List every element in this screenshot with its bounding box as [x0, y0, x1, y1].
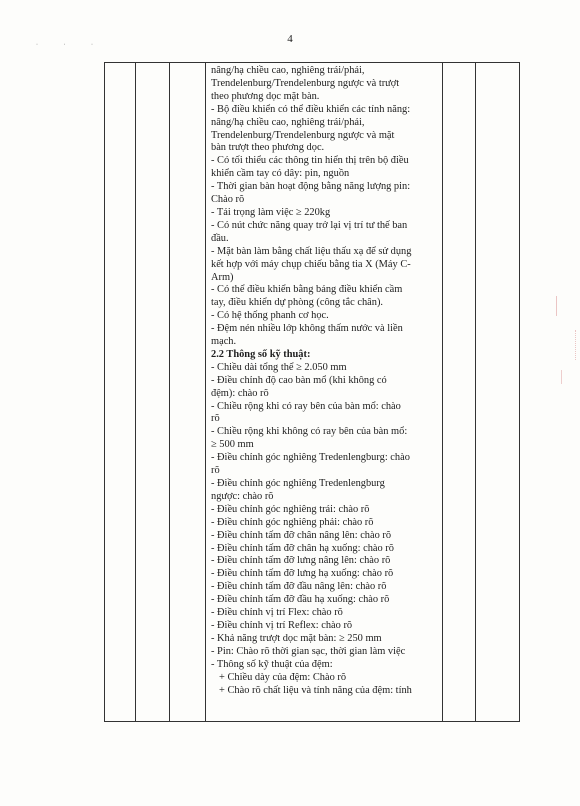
- spec-line: - Điều chỉnh vị trí Flex: chào rõ: [211, 607, 343, 619]
- spec-line: - Tải trọng làm việc ≥ 220kg: [211, 206, 331, 218]
- section-heading: 2.2 Thông số kỹ thuật:: [211, 348, 311, 360]
- spec-line: Trendelenburg/Trendelenburg ngược và trượt: [211, 77, 400, 89]
- spec-line: - Chiều rộng khi không có ray bên của bàn mổ:: [211, 426, 408, 438]
- table-cell-2: [136, 63, 170, 722]
- spec-line: - Điều chỉnh góc nghiêng trái: chào rõ: [211, 503, 370, 515]
- spec-line: Arm): [211, 271, 234, 283]
- spec-line: - Điều chỉnh vị trí Reflex: chào rõ: [211, 619, 353, 631]
- spec-line: kết hợp với máy chụp chiếu bằng tia X (Máy C-: [211, 258, 411, 270]
- spec-line: + Chiều dày của đệm: Chào rõ: [219, 671, 347, 683]
- spec-line: theo phương dọc mặt bàn.: [211, 90, 320, 102]
- table-row: [105, 63, 520, 722]
- spec-line: - Thời gian bàn hoạt động bằng năng lượng pin:: [211, 181, 411, 193]
- spec-line: - Điều chỉnh tấm đỡ lưng nâng lên: chào rõ: [211, 555, 391, 567]
- margin-stamp-mark: [561, 330, 576, 360]
- spec-line: + Chào rõ chất liệu và tính năng của đệm: tính: [219, 684, 412, 696]
- spec-line: - Thông số kỹ thuật của đệm:: [211, 658, 333, 670]
- spec-line: nâng/hạ chiều cao, nghiêng trái/phải,: [211, 116, 365, 128]
- spec-line: - Pin: Chào rõ thời gian sạc, thời gian làm việc: [211, 645, 406, 657]
- spec-line: - Có nút chức năng quay trở lại vị trí tư thế ban: [211, 219, 408, 231]
- spec-line: - Điều chỉnh góc nghiêng Tredenlengburg: chào: [211, 452, 410, 464]
- spec-line: - Điều chỉnh tấm đỡ lưng hạ xuống: chào rõ: [211, 568, 394, 580]
- spec-line: - Điều chỉnh tấm đỡ đầu hạ xuống: chào rõ: [211, 594, 390, 606]
- spec-line: nâng/hạ chiều cao, nghiêng trái/phải,: [211, 65, 365, 76]
- table-cell-3: [170, 63, 206, 722]
- spec-line: đầu.: [211, 232, 229, 244]
- spec-line: - Có tối thiểu các thông tin hiển thị trên bộ điều: [211, 155, 409, 167]
- spec-line: ngược: chào rõ: [211, 490, 274, 502]
- spec-table: [104, 62, 520, 722]
- spec-line: - Điều chỉnh tấm đỡ chân hạ xuống: chào rõ: [211, 542, 394, 554]
- spec-line: đệm): chào rõ: [211, 387, 269, 399]
- spec-line: - Đệm nén nhiều lớp không thấm nước và liền: [211, 323, 403, 335]
- spec-text: [206, 63, 442, 697]
- spec-line: - Mặt bàn làm bằng chất liệu thấu xạ để sử dụng: [211, 245, 412, 257]
- spec-line: - Khả năng trượt dọc mặt bàn: ≥ 250 mm: [211, 632, 382, 644]
- spec-line: rõ: [211, 465, 220, 477]
- spec-line: rõ: [211, 413, 220, 425]
- spec-line: - Có thể điều khiển bằng bảng điều khiển cầm: [211, 284, 403, 296]
- spec-line: - Chiều rộng khi có ray bên của bàn mổ: chào: [211, 400, 401, 412]
- spec-line: - Điều chỉnh góc nghiêng Tredenlengburg: [211, 478, 385, 489]
- spec-line: - Có hệ thống phanh cơ học.: [211, 310, 329, 322]
- page-number: 4: [287, 33, 293, 45]
- table-cell-5: [443, 63, 476, 722]
- spec-line: - Điều chỉnh góc nghiêng phải: chào rõ: [211, 516, 374, 528]
- spec-line: khiển cầm tay có dây: pin, nguồn: [211, 168, 350, 180]
- spec-line: ≥ 500 mm: [211, 439, 254, 451]
- spec-line: mạch.: [211, 336, 237, 348]
- spec-line: Trendelenburg/Trendelenburg ngược và mặt: [211, 129, 395, 141]
- margin-stamp-mark: [556, 296, 575, 316]
- table-cell-stt: [105, 63, 136, 722]
- spec-line: - Điều chỉnh tấm đỡ chân nâng lên: chào rõ: [211, 529, 392, 541]
- spec-line: - Chiều dài tổng thể ≥ 2.050 mm: [211, 361, 347, 373]
- spec-line: - Điều chỉnh tấm đỡ đầu nâng lên: chào rõ: [211, 581, 387, 593]
- spec-line: - Điều chỉnh độ cao bàn mổ (khi không có: [211, 374, 387, 386]
- spec-line: tay, điều khiển dự phòng (công tắc chân).: [211, 297, 384, 309]
- spec-line: - Bộ điều khiển có thể điều khiển các tính năng:: [211, 103, 411, 115]
- spec-line: bàn trượt theo phương dọc.: [211, 142, 325, 154]
- spec-line: Chào rõ: [211, 194, 245, 206]
- table-cell-6: [476, 63, 520, 722]
- scan-specks: · · ·: [36, 42, 105, 48]
- table-cell-specs: [206, 63, 443, 722]
- margin-stamp-mark: [561, 370, 572, 384]
